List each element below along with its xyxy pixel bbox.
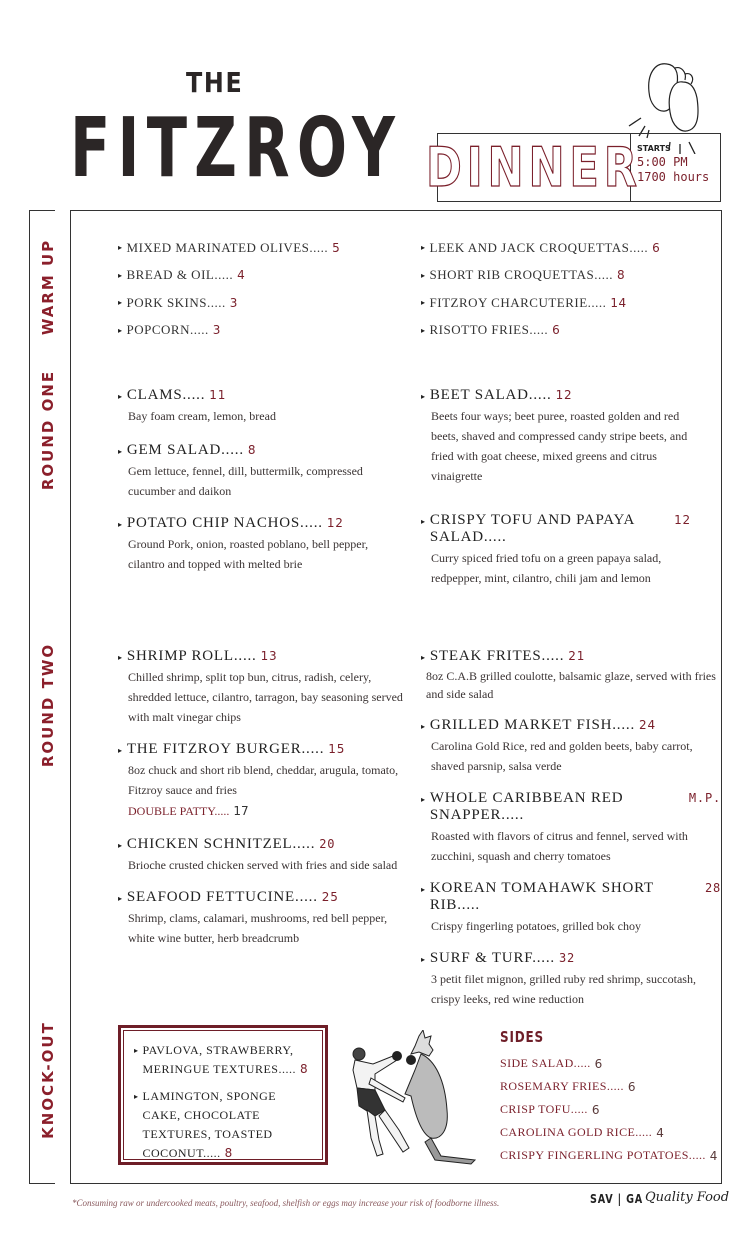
item-name: LEEK AND JACK CROQUETTAS..... bbox=[429, 239, 649, 255]
dish-description: Shrimp, clams, calamari, mushrooms, red bell pepper, white wine butter, herb breadcrumb bbox=[128, 911, 388, 945]
dessert-item bbox=[134, 1041, 314, 1079]
arrow-icon: ▸ bbox=[118, 392, 123, 401]
arrow-icon: ▸ bbox=[421, 795, 426, 804]
side-price: 6 bbox=[627, 1079, 636, 1094]
side-item bbox=[500, 1052, 718, 1075]
dish-price: 8 bbox=[247, 443, 257, 457]
menu-item bbox=[421, 262, 660, 290]
menu-item bbox=[118, 317, 340, 345]
dish-addon bbox=[118, 800, 403, 822]
dish-name: SURF & TURF..... bbox=[429, 950, 555, 966]
start-hours: 1700 hours bbox=[637, 170, 710, 184]
side-price: 6 bbox=[594, 1056, 603, 1071]
arrow-icon: ▸ bbox=[421, 885, 426, 894]
side-name: ROSEMARY FRIES..... bbox=[500, 1079, 624, 1093]
start-time-block bbox=[631, 134, 720, 201]
dish-description: 8oz C.A.B grilled coulotte, balsamic glaze, served with fries and side salad bbox=[426, 669, 716, 701]
arrow-icon: ▸ bbox=[134, 1046, 139, 1055]
warm-up-left bbox=[118, 234, 340, 344]
dish-name: STEAK FRITES..... bbox=[429, 648, 565, 664]
arrow-icon: ▸ bbox=[421, 270, 426, 280]
sides-title: SIDES bbox=[500, 1028, 544, 1046]
dish bbox=[421, 512, 691, 588]
brand-the: THE bbox=[186, 66, 244, 99]
item-name: BREAD & OIL..... bbox=[126, 267, 234, 283]
dinner-text: DINNER bbox=[426, 135, 642, 199]
arrow-icon: ▸ bbox=[421, 392, 426, 401]
arrow-icon: ▸ bbox=[421, 243, 426, 253]
section-label-warm-up: WARM UP bbox=[39, 238, 58, 336]
dish-price: 12 bbox=[555, 388, 573, 402]
dish-price: 28 bbox=[704, 881, 721, 895]
item-name: SHORT RIB CROQUETTAS..... bbox=[429, 267, 613, 283]
dish-description: Ground Pork, onion, roasted poblano, bell pepper, cilantro and topped with melted brie bbox=[128, 537, 369, 571]
menu-item bbox=[421, 289, 660, 317]
dish bbox=[421, 880, 721, 936]
item-price: 6 bbox=[652, 240, 661, 255]
arrow-icon: ▸ bbox=[134, 1092, 139, 1101]
dessert-price: 8 bbox=[224, 1146, 233, 1160]
section-label-round-two: ROUND TWO bbox=[39, 642, 57, 768]
dish-description: 3 petit filet mignon, grilled ruby red shrimp, succotash, crispy leeks, red wine reduction bbox=[431, 972, 696, 1006]
dish-price: 25 bbox=[321, 890, 339, 904]
side-price: 6 bbox=[591, 1102, 600, 1117]
dish bbox=[421, 648, 721, 703]
side-price: 4 bbox=[709, 1148, 718, 1163]
footer-location: SAV | GA bbox=[590, 1192, 644, 1206]
item-price: 14 bbox=[610, 295, 627, 310]
brand-name: FITZROY bbox=[70, 101, 403, 196]
dish-price: 20 bbox=[319, 837, 336, 851]
dish bbox=[118, 648, 403, 727]
dish-price: 15 bbox=[328, 742, 346, 756]
item-name: FITZROY CHARCUTERIE..... bbox=[429, 294, 607, 310]
dish-description: 8oz chuck and short rib blend, cheddar, arugula, tomato, Fitzroy sauce and fries bbox=[128, 763, 399, 797]
arrow-icon: ▸ bbox=[118, 298, 123, 308]
menu-item bbox=[118, 234, 340, 262]
arrow-icon: ▸ bbox=[421, 517, 426, 526]
dish-description: Bay foam cream, lemon, bread bbox=[128, 409, 276, 423]
section-label-knock-out: KNOCK-OUT bbox=[39, 1021, 57, 1139]
dish-name: CHICKEN SCHNITZEL..... bbox=[126, 836, 316, 852]
item-price: 3 bbox=[229, 295, 238, 310]
start-time: 5:00 PM bbox=[637, 155, 688, 169]
arrow-icon: ▸ bbox=[118, 746, 123, 755]
menu-item bbox=[118, 262, 340, 290]
dish-name: WHOLE CARIBBEAN RED SNAPPER..... bbox=[429, 790, 624, 823]
dish bbox=[421, 717, 721, 776]
arrow-icon: ▸ bbox=[421, 955, 426, 964]
dinner-title bbox=[426, 134, 642, 201]
item-price: 3 bbox=[212, 323, 221, 338]
dish-name: GRILLED MARKET FISH..... bbox=[429, 717, 636, 733]
dish-description: Gem lettuce, fennel, dill, buttermilk, compressed cucumber and daikon bbox=[128, 464, 363, 498]
side-name: CRISP TOFU..... bbox=[500, 1102, 588, 1116]
dish bbox=[118, 836, 403, 875]
dinner-banner bbox=[426, 133, 721, 202]
arrow-icon: ▸ bbox=[421, 722, 426, 731]
side-name: CAROLINA GOLD RICE..... bbox=[500, 1125, 653, 1139]
round-one-left bbox=[118, 387, 398, 588]
dish-name: BEET SALAD..... bbox=[429, 387, 552, 403]
dish-description: Carolina Gold Rice, red and golden beets, baby carrot, shaved parsnip, salsa verde bbox=[431, 739, 693, 773]
side-name: SIDE SALAD..... bbox=[500, 1056, 591, 1070]
dish-description: Chilled shrimp, split top bun, citrus, radish, celery, shredded lettuce, cilantro, tarragon, bay seasoning served with malt vinegar chips bbox=[128, 670, 403, 724]
item-name: MIXED MARINATED OLIVES..... bbox=[126, 239, 329, 255]
dish-description: Roasted with flavors of citrus and fennel, served with zucchini, squash and cherry tomatoes bbox=[431, 829, 688, 863]
section-label-round-one: ROUND ONE bbox=[39, 369, 58, 491]
dish-name: THE FITZROY BURGER..... bbox=[126, 741, 325, 757]
dessert-item bbox=[134, 1087, 314, 1163]
dish-name: CLAMS..... bbox=[126, 387, 206, 403]
dish bbox=[118, 442, 398, 501]
side-item bbox=[500, 1075, 718, 1098]
item-price: 8 bbox=[616, 268, 626, 283]
arrow-icon: ▸ bbox=[118, 243, 123, 253]
dish-name: GEM SALAD..... bbox=[126, 442, 244, 458]
boxer-kangaroo-illustration bbox=[345, 1030, 485, 1170]
dish-name: KOREAN TOMAHAWK SHORT RIB..... bbox=[429, 880, 654, 913]
dish-name: POTATO CHIP NACHOS..... bbox=[126, 515, 323, 531]
dish-price: 24 bbox=[639, 718, 656, 732]
dish-description: Brioche crusted chicken served with fries and side salad bbox=[128, 858, 398, 872]
dessert-name: PAVLOVA, STRAWBERRY, MERINGUE TEXTURES..... bbox=[142, 1043, 296, 1076]
arrow-icon: ▸ bbox=[118, 325, 123, 335]
arrow-icon: ▸ bbox=[118, 447, 123, 456]
dessert-price: 8 bbox=[299, 1062, 309, 1076]
addon-price: 17 bbox=[233, 804, 249, 818]
dish bbox=[118, 889, 403, 948]
dessert-name: LAMINGTON, SPONGE CAKE, CHOCOLATE TEXTURES, TOASTED COCONUT..... bbox=[142, 1089, 277, 1160]
arrow-icon: ▸ bbox=[421, 325, 426, 335]
arrow-icon: ▸ bbox=[118, 520, 123, 529]
dish-name: SHRIMP ROLL..... bbox=[126, 648, 257, 664]
dish-description: Curry spiced fried tofu on a green papaya salad, redpepper, mint, cilantro, chili jam and lemon bbox=[431, 551, 662, 585]
dish-price: 11 bbox=[209, 388, 227, 402]
item-price: 5 bbox=[332, 240, 341, 255]
dish-price: 21 bbox=[568, 649, 586, 663]
menu-item bbox=[118, 289, 340, 317]
dish bbox=[421, 790, 721, 866]
menu-item bbox=[421, 234, 660, 262]
side-item bbox=[500, 1144, 718, 1167]
menu-item bbox=[421, 317, 660, 345]
side-price: 4 bbox=[656, 1125, 665, 1140]
starts-label: STARTS bbox=[637, 144, 671, 153]
footer-tagline: Quality Food bbox=[645, 1190, 730, 1205]
arrow-icon: ▸ bbox=[118, 653, 123, 662]
warm-up-right bbox=[421, 234, 660, 344]
round-two-right bbox=[421, 648, 721, 1023]
item-price: 6 bbox=[552, 323, 561, 338]
dish bbox=[118, 387, 398, 426]
arrow-icon: ▸ bbox=[118, 894, 123, 903]
side-name: CRISPY FINGERLING POTATOES..... bbox=[500, 1148, 706, 1162]
dessert-box bbox=[118, 1025, 328, 1165]
dish-price: 32 bbox=[558, 951, 575, 965]
dish-price: 12 bbox=[326, 516, 344, 530]
side-item bbox=[500, 1098, 718, 1121]
item-name: PORK SKINS..... bbox=[126, 294, 226, 310]
addon-name: DOUBLE PATTY..... bbox=[128, 804, 230, 818]
dish-price: 12 bbox=[674, 513, 691, 527]
round-one-right bbox=[421, 387, 691, 602]
item-price: 4 bbox=[237, 268, 246, 283]
dish bbox=[421, 387, 691, 486]
arrow-icon: ▸ bbox=[118, 270, 123, 280]
round-two-left bbox=[118, 648, 403, 962]
dish-name: SEAFOOD FETTUCINE..... bbox=[126, 889, 318, 905]
dish bbox=[118, 741, 403, 822]
side-item bbox=[500, 1121, 718, 1144]
dish-price: M.P. bbox=[688, 791, 721, 805]
dish-description: Beets four ways; beet puree, roasted golden and red beets, shaved and compressed candy stripe beets, and fried with goat cheese, mixed greens and citrus vinaigrette bbox=[431, 409, 688, 483]
dish-price: 13 bbox=[260, 649, 278, 663]
item-name: POPCORN..... bbox=[126, 322, 209, 338]
dish bbox=[118, 515, 398, 574]
arrow-icon: ▸ bbox=[421, 653, 426, 662]
sides-section bbox=[500, 1028, 718, 1167]
item-name: RISOTTO FRIES..... bbox=[429, 322, 549, 338]
arrow-icon: ▸ bbox=[421, 298, 426, 308]
dish bbox=[421, 950, 721, 1009]
food-safety-disclaimer: *Consuming raw or undercooked meats, poultry, seafood, shelfish or eggs may increase your risk of foodborne illness. bbox=[72, 1198, 500, 1208]
arrow-icon: ▸ bbox=[118, 841, 123, 850]
dish-description: Crispy fingerling potatoes, grilled bok choy bbox=[431, 919, 641, 933]
dish-name: CRISPY TOFU AND PAPAYA SALAD..... bbox=[429, 512, 635, 545]
